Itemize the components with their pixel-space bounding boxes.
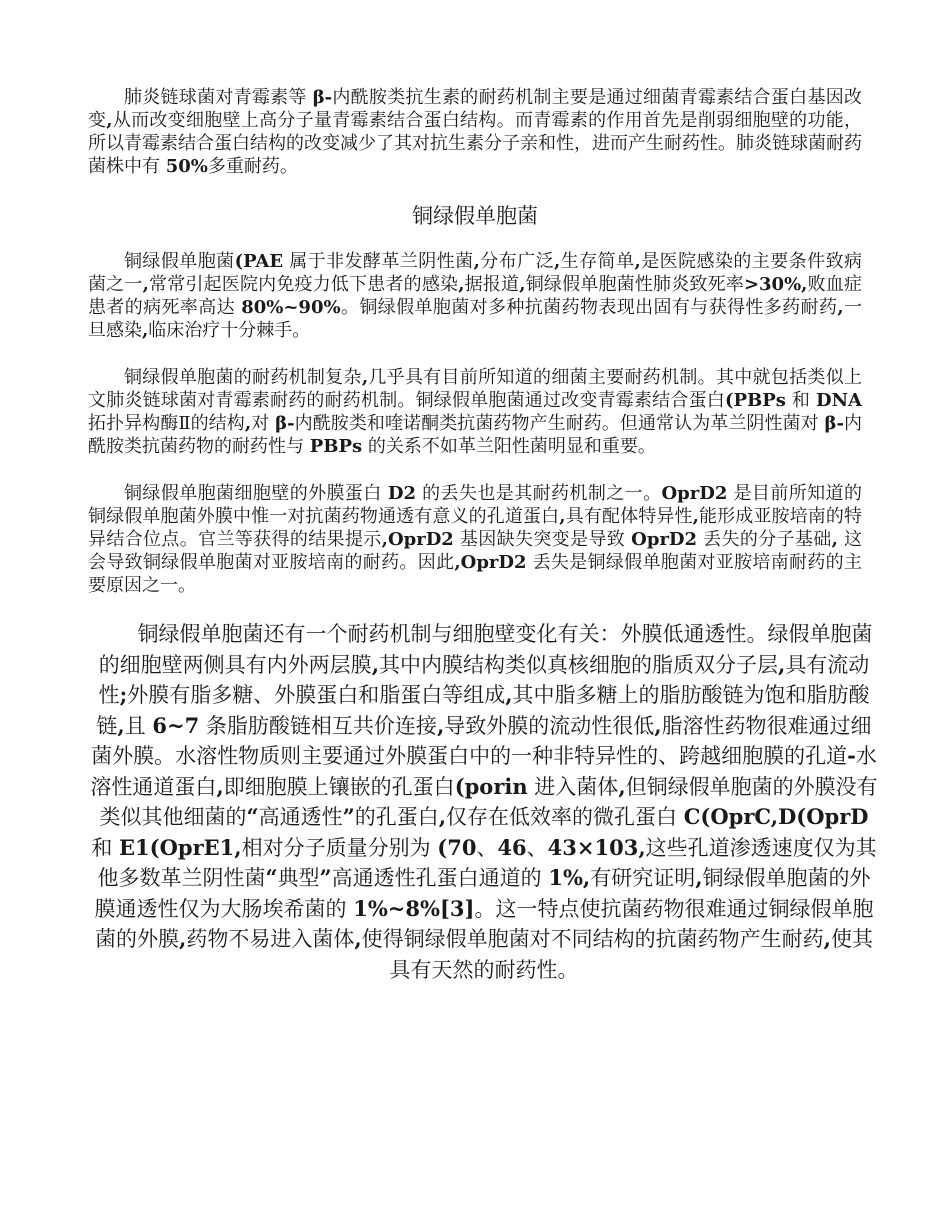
bold-text-run: ,: [692, 506, 699, 527]
text-run: 是医院感染的主要条件致病菌之一: [88, 251, 863, 295]
bold-text-run: PBPs: [309, 436, 363, 457]
bold-text-run: ”: [342, 804, 355, 829]
text-run: 具有配体特异性: [565, 506, 693, 527]
bold-text-run: 6~7: [152, 712, 200, 738]
bold-text-run: ,: [695, 865, 703, 890]
bold-text-run: β-: [824, 413, 844, 434]
paragraph-pae-intro: [88, 250, 862, 342]
text-run: 的孔蛋白: [354, 805, 439, 829]
bold-text-run: E1(OprE1,: [119, 834, 242, 860]
paragraph-pneumococcus-resistance: [88, 86, 862, 178]
text-run: 据报道: [464, 274, 520, 295]
text-run: 这些孔道渗透速度仅为其他多数革兰阴性菌: [97, 835, 877, 890]
text-run: 但铜绿假单胞菌的外膜没有类似其他细菌的: [99, 774, 878, 829]
text-run: 能形成亚胺培南的特异结合位点。官兰等获得的结果提示: [88, 506, 863, 550]
bold-text-run: “: [246, 804, 259, 829]
text-run: 铜绿假单胞菌还有一个耐药机制与细胞壁变化有关：外膜低通透性。绿假单胞菌的细胞壁两侧具有内外两层膜: [98, 622, 873, 677]
text-run: 外膜有脂多糖、外膜蛋白和脂蛋白等组成: [127, 683, 506, 707]
bold-text-run: OprD2: [661, 483, 728, 504]
text-run: 是目前所知道的铜绿假单胞菌外膜中惟一对抗菌药物通透有意义的孔道蛋白: [88, 483, 862, 527]
text-run: 、: [476, 835, 498, 860]
bold-text-run: C(OprC,D(OprD: [683, 804, 869, 829]
section-heading: 铜绿假单胞菌: [412, 204, 538, 228]
bold-text-run: ,OprD2: [454, 552, 527, 573]
text-run: 且: [124, 713, 153, 738]
bold-text-run: ,: [634, 251, 641, 272]
bold-text-run: ;: [119, 682, 128, 707]
bold-text-run: (70: [437, 834, 477, 860]
bold-text-run: ,: [837, 297, 844, 318]
text-run: 其中内膜结构类似真核细胞的脂质双分子层: [379, 652, 778, 677]
bold-text-run: ,: [436, 712, 445, 738]
bold-text-run: ,: [142, 320, 149, 341]
text-run: 、: [526, 835, 548, 860]
bold-text-run: 46: [497, 834, 527, 860]
text-run: 内酰胺类抗菌药物的耐药性与: [88, 413, 863, 457]
text-run: 肺炎链球菌对青霉素等: [124, 87, 313, 108]
text-run: 导致外膜的流动性很低: [444, 713, 655, 738]
bold-text-run: ,: [179, 926, 187, 951]
bold-text-run: -: [847, 743, 856, 768]
text-run: 从而改变细胞壁上高分子量青霉素结合蛋白结构。而青霉素的作用首先是削弱细胞壁的功能，所以青霉素结合蛋白结构的改变减少了其对抗生素分子亲和性，进而产生耐药性。肺炎链球菌耐药菌株中有: [88, 110, 862, 177]
text-run: 具有流动性: [98, 652, 870, 707]
bold-text-run: (PBPs: [724, 390, 786, 411]
text-run: 铜绿假单胞菌的耐药机制复杂: [124, 367, 362, 388]
bold-text-run: ,: [554, 251, 561, 272]
bold-text-run: ,: [244, 413, 252, 434]
text-run: 。这一特点使抗菌药物很难通过铜绿假单胞菌的外膜: [95, 896, 874, 951]
text-run: 拓扑异构酶Ⅱ的结构: [88, 413, 245, 434]
bold-text-run: 43×103,: [547, 834, 646, 860]
bold-text-run: 1%~8%[3]: [353, 895, 475, 921]
text-run: 和: [91, 835, 120, 860]
text-run: 使得铜绿假单胞菌对不同结构的抗菌药物产生耐药: [361, 927, 824, 951]
bold-text-run: β-: [275, 413, 295, 434]
bold-text-run: “: [265, 865, 278, 890]
bold-text-run: ,: [438, 804, 447, 829]
bold-text-run: ,: [823, 926, 831, 951]
text-run: 水溶性通道蛋白: [90, 744, 877, 799]
bold-text-run: ,: [778, 651, 786, 677]
text-run: 分布广泛: [479, 251, 555, 272]
text-run: 临床治疗十分棘手。: [148, 320, 311, 341]
text-run: 败血症患者的病死率高达: [88, 274, 863, 318]
text-run: 丢失的分子基础: [697, 529, 832, 550]
text-run: 。铜绿假单胞菌对多种抗菌药物表现出固有与获得性多药耐药: [340, 297, 838, 318]
text-run: 的丢失也是其耐药机制之一。: [416, 483, 662, 504]
bold-text-run: 80%~90%: [241, 297, 341, 318]
bold-text-run: (porin: [454, 773, 528, 799]
bold-text-run: ,: [142, 274, 149, 295]
text-run: 相对分子质量分别为: [241, 835, 438, 860]
bold-text-run: ,: [473, 251, 480, 272]
bold-text-run: ,: [117, 712, 125, 738]
paragraph-pae-mechanisms: [88, 366, 862, 458]
text-run: 内酰胺类和喹诺酮类抗菌药物产生耐药。但通常认为革兰阴性菌对: [294, 413, 825, 434]
text-run: 几乎具有目前所知道的细菌主要耐药机制。其中就包括类似上文肺炎链球菌对青霉素耐药的耐药机制。铜绿假单胞菌通过改变青霉素结合蛋白: [88, 367, 863, 411]
text-run: 内酰胺类抗生素的耐药机制主要是通过细菌青霉素结合蛋白基因改变: [88, 87, 862, 131]
text-run: 条脂肪酸链相互共价连接: [199, 713, 437, 738]
text-run: 高通透性孔蛋白通道的: [331, 866, 549, 890]
bold-text-run: ”: [319, 865, 332, 890]
text-run: 常常引起医院内免疫力低下患者的感染: [148, 274, 459, 295]
bold-text-run: 50%: [165, 156, 208, 177]
text-run: 铜绿假单胞菌细胞壁的外膜蛋白: [124, 483, 388, 504]
text-run: 铜绿假单胞菌的外膜通透性仅为大肠埃希菌的: [94, 866, 871, 921]
bold-text-run: ,: [559, 506, 566, 527]
bold-text-run: ,: [831, 529, 838, 550]
text-run: 药物不易进入菌体: [186, 927, 355, 951]
text-run: 丢失是铜绿假单胞菌对亚胺培南耐药的主要原因之一。: [88, 552, 862, 596]
bold-text-run: OprD2: [631, 529, 698, 550]
text-run: 基因缺失突变是导致: [453, 529, 632, 550]
text-run: 其中脂多糖上的脂肪酸链为饱和脂肪酸链: [96, 683, 870, 738]
text-run: 和: [785, 390, 816, 411]
text-run: 属于非发酵革兰阴性菌: [283, 251, 474, 272]
text-run: 使其具有天然的耐药性。: [389, 927, 873, 982]
text-run: 即细胞膜上镶嵌的孔蛋白: [223, 774, 455, 799]
bold-text-run: ,OprD2: [381, 529, 454, 550]
text-run: 典型: [277, 866, 320, 890]
text-run: 脂溶性药物很难通过细菌外膜。水溶性物质则主要通过外膜蛋白中的一种非特异性的、跨越细胞膜的孔道: [91, 713, 872, 768]
bold-text-run: ,: [106, 110, 113, 131]
document-page: [88, 86, 878, 985]
bold-text-run: DNA: [815, 390, 862, 411]
paragraph-outer-membrane-permeability: [88, 619, 880, 985]
text-run: 仅存在低效率的微孔蛋白: [446, 805, 684, 829]
text-run: 有研究证明: [590, 866, 696, 890]
text-run: 铜绿假单胞菌: [124, 251, 235, 272]
bold-text-run: ,: [354, 926, 362, 951]
text-run: 生存简单: [560, 251, 635, 272]
bold-text-run: ,: [371, 651, 379, 677]
text-run: 一旦感染: [88, 297, 863, 341]
bold-text-run: >30%,: [743, 274, 808, 295]
text-run: 这会导致铜绿假单胞菌对亚胺培南的耐药。因此: [88, 529, 862, 573]
text-run: 的关系不如革兰阳性菌明显和重要。: [362, 436, 656, 457]
bold-text-run: ,: [458, 274, 465, 295]
bold-text-run: ,: [361, 367, 369, 388]
bold-text-run: ,: [216, 773, 224, 799]
text-run: 多重耐药。: [207, 156, 298, 177]
text-run: 高通透性: [258, 805, 343, 829]
paragraph-oprd2-loss: [88, 482, 862, 597]
bold-text-run: (PAE: [234, 251, 284, 272]
bold-text-run: ,: [505, 682, 513, 707]
bold-text-run: 1%,: [548, 865, 591, 890]
text-run: 对: [251, 413, 276, 434]
bold-text-run: ,: [519, 274, 526, 295]
bold-text-run: ,: [618, 773, 626, 799]
text-run: 铜绿假单胞菌性肺炎致死率: [525, 274, 744, 295]
bold-text-run: D2: [387, 483, 417, 504]
bold-text-run: β-: [312, 87, 333, 108]
text-run: 进入菌体: [527, 774, 619, 799]
bold-text-run: ,: [654, 712, 662, 738]
